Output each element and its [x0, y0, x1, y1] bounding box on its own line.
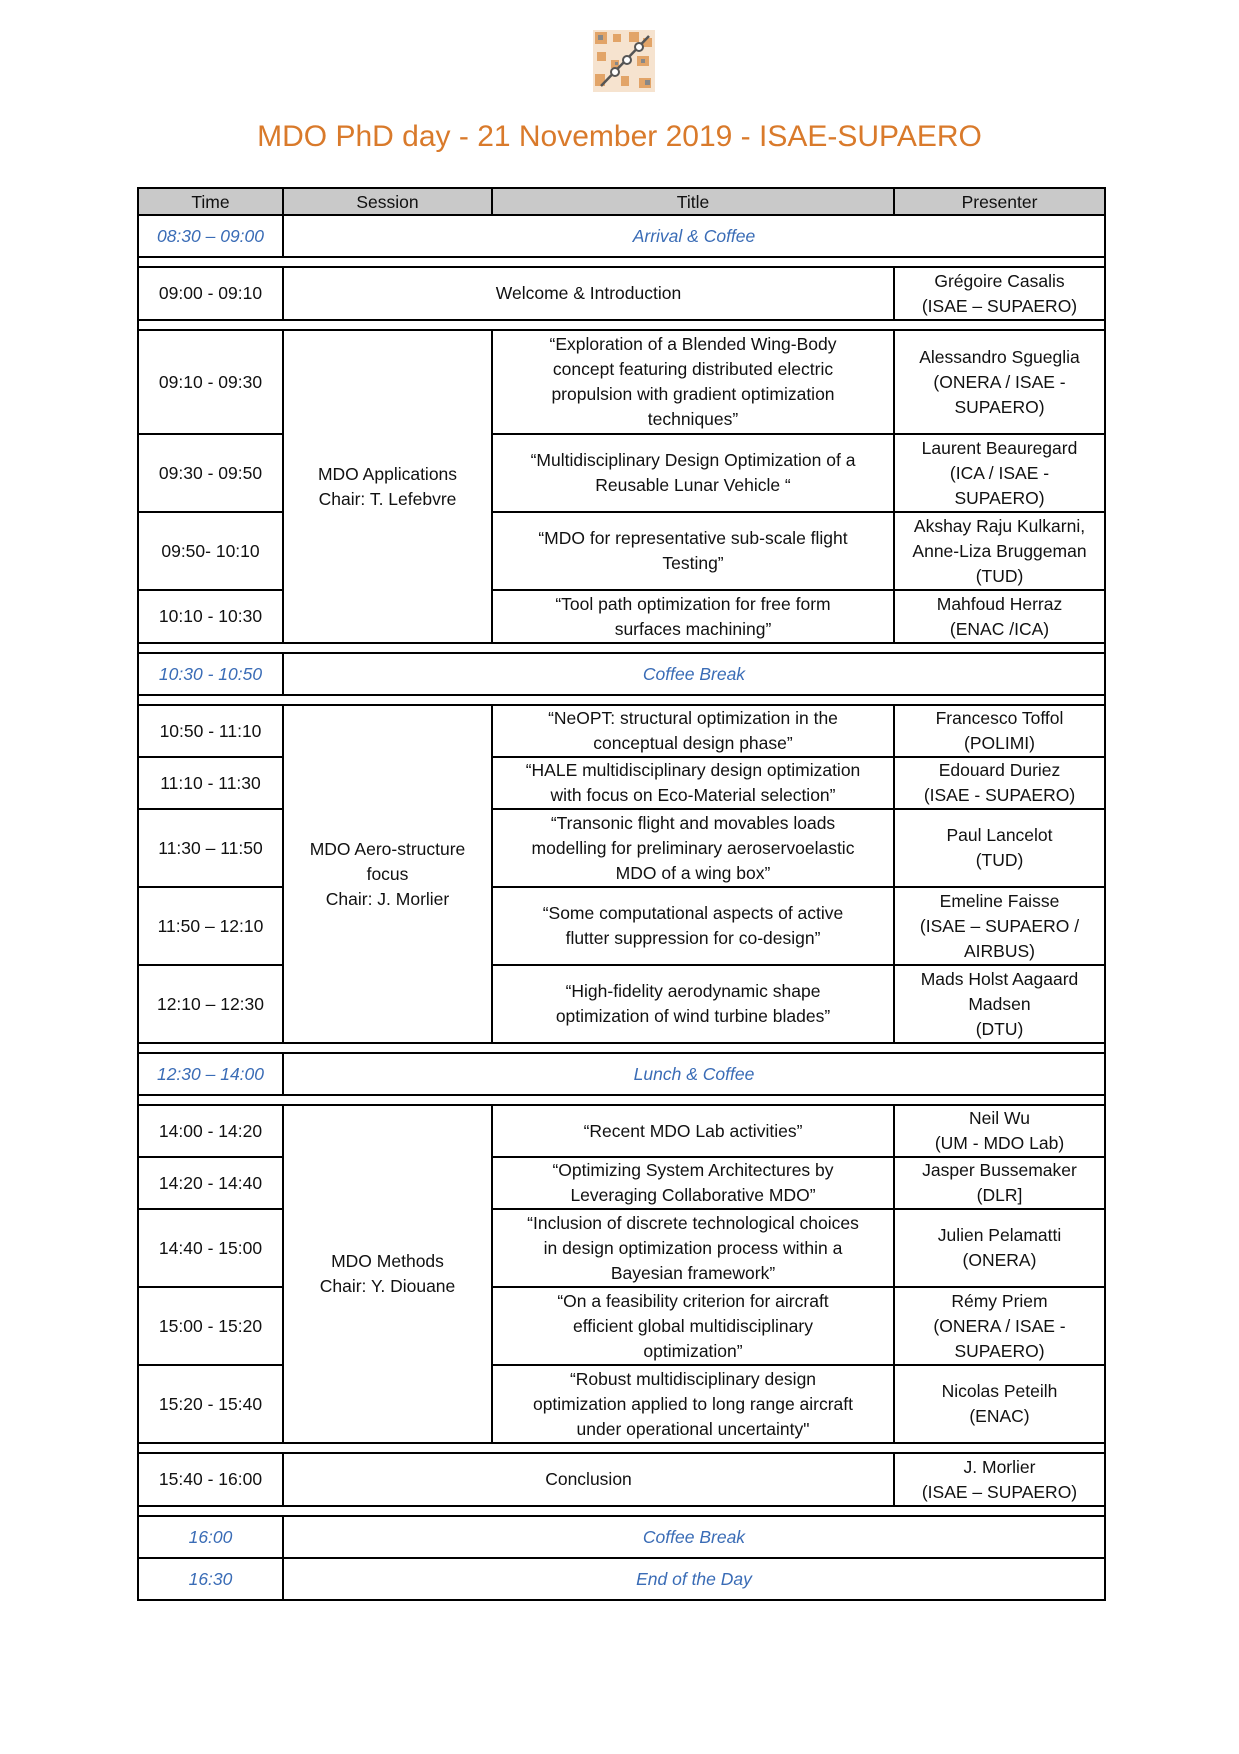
title-cell: [492, 1365, 894, 1443]
presenter-line: (TUD): [975, 850, 1024, 870]
row-gap: [138, 643, 1105, 653]
presenter-line: Nicolas Peteilh: [941, 1381, 1058, 1401]
table-row: [138, 1453, 1105, 1506]
title-cell: [492, 809, 894, 887]
title-line: Bayesian framework”: [610, 1262, 776, 1283]
title-line: “MDO for representative sub-scale flight: [538, 528, 848, 548]
title-cell: [492, 330, 894, 434]
break-cell: Coffee Break: [283, 1516, 1105, 1558]
title-line: “Robust multidisciplinary design: [569, 1368, 817, 1389]
title-cell: [492, 1287, 894, 1365]
session-line: MDO Methods: [331, 1251, 444, 1271]
title-line: optimization”: [643, 1340, 743, 1361]
title-line: “Multidisciplinary Design Optimization of a: [530, 450, 856, 470]
time-cell: 10:50 - 11:10: [138, 705, 283, 757]
presenter-line: (ICA / ISAE -: [949, 462, 1050, 483]
presenter-line: (DTU): [975, 1018, 1024, 1039]
title-line: “High-fidelity aerodynamic shape: [565, 981, 821, 1001]
presenter-cell: [894, 512, 1105, 590]
presenter-line: (UM - MDO Lab): [934, 1133, 1065, 1153]
title-line: “Transonic flight and movables loads: [550, 812, 836, 833]
title-line: modelling for preliminary aeroservoelastic: [531, 837, 855, 858]
presenter-cell: [894, 1209, 1105, 1287]
presenter-line: (ISAE – SUPAERO): [921, 1481, 1078, 1502]
presenter-line: (ISAE – SUPAERO): [921, 295, 1078, 316]
presenter-cell: [894, 705, 1105, 757]
row-gap: [138, 695, 1105, 705]
title-line: “NeOPT: structural optimization in the: [548, 708, 838, 728]
title-line: “Optimizing System Architectures by: [552, 1160, 834, 1180]
title-line: under operational uncertainty": [576, 1418, 810, 1439]
presenter-line: Grégoire Casalis: [934, 270, 1065, 291]
title-line: “Some computational aspects of active: [542, 903, 844, 923]
logo-graphic: [593, 30, 655, 92]
title-line: “On a feasibility criterion for aircraft: [557, 1290, 829, 1311]
title-line: optimization applied to long range aircraft: [532, 1393, 854, 1414]
title-line: flutter suppression for co-design”: [565, 928, 821, 948]
presenter-cell: [894, 1453, 1105, 1506]
presenter-cell: [894, 330, 1105, 434]
time-cell: 12:30 – 14:00: [138, 1053, 283, 1095]
title-line: optimization of wind turbine blades”: [555, 1006, 831, 1026]
presenter-line: (ENAC /ICA): [949, 618, 1050, 639]
title-cell: [492, 705, 894, 757]
time-cell: 15:20 - 15:40: [138, 1365, 283, 1443]
presenter-line: Jasper Bussemaker: [922, 1160, 1077, 1180]
session-line: focus: [366, 863, 409, 884]
presenter-line: AIRBUS): [964, 940, 1035, 961]
presenter-line: J. Morlier: [963, 1456, 1036, 1477]
row-gap: [138, 257, 1105, 267]
presenter-line: Akshay Raju Kulkarni,: [913, 515, 1086, 536]
time-cell: 12:10 – 12:30: [138, 965, 283, 1043]
title-cell: [492, 887, 894, 965]
presenter-cell: [894, 965, 1105, 1043]
time-cell: 09:10 - 09:30: [138, 330, 283, 434]
time-cell: 09:50- 10:10: [138, 512, 283, 590]
presenter-line: Alessandro Sgueglia: [919, 346, 1080, 367]
time-cell: 15:40 - 16:00: [138, 1453, 283, 1506]
table-row: [138, 267, 1105, 320]
column-header-time: Time: [138, 188, 283, 215]
presenter-line: Mahfoud Herraz: [936, 593, 1063, 614]
time-cell: 11:30 – 11:50: [138, 809, 283, 887]
title-line: concept featuring distributed electric: [552, 359, 834, 379]
column-header-presenter: Presenter: [894, 188, 1105, 215]
break-cell: Coffee Break: [283, 653, 1105, 695]
session-cell: [283, 330, 492, 643]
title-cell: [492, 434, 894, 512]
session-cell: [283, 705, 492, 1043]
mdo-network-logo: [593, 30, 655, 92]
presenter-line: SUPAERO): [954, 487, 1045, 508]
break-cell: Arrival & Coffee: [283, 215, 1105, 257]
title-line: with focus on Eco-Material selection”: [550, 785, 836, 805]
session-line: MDO Aero-structure: [309, 838, 466, 859]
title-line: surfaces machining”: [614, 618, 772, 639]
title-cell: [492, 1105, 894, 1157]
title-line: techniques”: [647, 409, 739, 429]
presenter-cell: [894, 1105, 1105, 1157]
presenter-line: Emeline Faisse: [939, 890, 1060, 911]
time-cell: 10:30 - 10:50: [138, 653, 283, 695]
presenter-line: Francesco Toffol: [935, 708, 1064, 728]
time-cell: 11:10 - 11:30: [138, 757, 283, 809]
page-title: MDO PhD day - 21 November 2019 - ISAE-SUPAERO: [257, 120, 982, 153]
title-line: MDO of a wing box”: [615, 862, 771, 883]
title-line: Testing”: [662, 553, 724, 573]
presenter-line: Rémy Priem: [951, 1290, 1048, 1311]
presenter-line: SUPAERO): [954, 396, 1045, 417]
presenter-line: Paul Lancelot: [946, 825, 1053, 845]
presenter-line: (ISAE - SUPAERO): [923, 785, 1076, 805]
title-cell: [492, 1209, 894, 1287]
presenter-line: Madsen: [968, 993, 1031, 1014]
presenter-cell: [894, 267, 1105, 320]
presenter-line: (POLIMI): [964, 733, 1035, 753]
presenter-line: (ONERA): [962, 1250, 1037, 1270]
session-line: Chair: J. Morlier: [325, 888, 450, 909]
time-cell: 09:00 - 09:10: [138, 267, 283, 320]
presenter-line: (ENAC): [969, 1406, 1030, 1426]
time-cell: 10:10 - 10:30: [138, 590, 283, 643]
presenter-line: (ONERA / ISAE -: [933, 1315, 1066, 1336]
time-cell: 16:00: [138, 1516, 283, 1558]
header-row: [138, 188, 1105, 215]
session-line: Chair: Y. Diouane: [319, 1276, 456, 1296]
time-cell: 08:30 – 09:00: [138, 215, 283, 257]
title-line: “Tool path optimization for free form: [555, 593, 831, 614]
time-cell: 09:30 - 09:50: [138, 434, 283, 512]
presenter-cell: [894, 434, 1105, 512]
presenter-cell: [894, 809, 1105, 887]
table-row: [138, 1558, 1105, 1600]
presenter-line: SUPAERO): [954, 1340, 1045, 1361]
title-line: conceptual design phase”: [593, 733, 793, 753]
time-cell: 15:00 - 15:20: [138, 1287, 283, 1365]
session-line: MDO Applications: [317, 463, 458, 484]
title-line: efficient global multidisciplinary: [573, 1315, 813, 1336]
title-line: “Exploration of a Blended Wing-Body: [549, 334, 837, 354]
time-cell: 14:20 - 14:40: [138, 1157, 283, 1209]
presenter-line: (TUD): [975, 565, 1024, 586]
title-cell: [492, 965, 894, 1043]
table-row: [138, 330, 1105, 434]
break-cell: End of the Day: [283, 1558, 1105, 1600]
presenter-line: (DLR]: [976, 1185, 1023, 1205]
table-row: [138, 653, 1105, 695]
table-row: [138, 215, 1105, 257]
row-gap: [138, 1443, 1105, 1453]
title-line: “Inclusion of discrete technological choices: [527, 1212, 859, 1233]
title-line: propulsion with gradient optimization: [551, 384, 835, 404]
title-cell: [492, 512, 894, 590]
presenter-line: Neil Wu: [969, 1108, 1030, 1128]
title-cell: Conclusion: [283, 1453, 894, 1506]
title-line: Reusable Lunar Vehicle “: [595, 475, 791, 495]
presenter-cell: [894, 1157, 1105, 1209]
presenter-line: Anne-Liza Bruggeman: [912, 540, 1087, 561]
table-row: [138, 705, 1105, 757]
presenter-line: (ONERA / ISAE -: [933, 371, 1066, 392]
presenter-line: Edouard Duriez: [938, 760, 1061, 780]
time-cell: 14:00 - 14:20: [138, 1105, 283, 1157]
presenter-line: (ISAE – SUPAERO /: [919, 915, 1080, 936]
presenter-cell: [894, 1287, 1105, 1365]
title-cell: [492, 590, 894, 643]
table-row: [138, 1053, 1105, 1095]
presenter-line: Mads Holst Aagaard: [920, 968, 1079, 989]
presenter-cell: [894, 590, 1105, 643]
title-cell: [492, 1157, 894, 1209]
title-line: in design optimization process within a: [543, 1237, 843, 1258]
row-gap: [138, 1506, 1105, 1516]
title-cell: Welcome & Introduction: [283, 267, 894, 320]
break-cell: Lunch & Coffee: [283, 1053, 1105, 1095]
schedule-table: [137, 187, 1106, 1601]
presenter-line: Julien Pelamatti: [937, 1225, 1062, 1245]
session-line: Chair: T. Lefebvre: [318, 488, 457, 509]
table-row: [138, 1105, 1105, 1157]
column-header-title: Title: [492, 188, 894, 215]
presenter-cell: [894, 1365, 1105, 1443]
presenter-cell: [894, 887, 1105, 965]
row-gap: [138, 1043, 1105, 1053]
presenter-line: Laurent Beauregard: [921, 437, 1078, 458]
title-cell: [492, 757, 894, 809]
table-row: [138, 1516, 1105, 1558]
session-cell: [283, 1105, 492, 1443]
title-line: “Recent MDO Lab activities”: [583, 1120, 803, 1141]
title-line: Leveraging Collaborative MDO”: [570, 1185, 816, 1205]
row-gap: [138, 320, 1105, 330]
presenter-cell: [894, 757, 1105, 809]
time-cell: 16:30: [138, 1558, 283, 1600]
time-cell: 14:40 - 15:00: [138, 1209, 283, 1287]
row-gap: [138, 1095, 1105, 1105]
title-line: “HALE multidisciplinary design optimization: [525, 760, 861, 780]
column-header-session: Session: [283, 188, 492, 215]
time-cell: 11:50 – 12:10: [138, 887, 283, 965]
